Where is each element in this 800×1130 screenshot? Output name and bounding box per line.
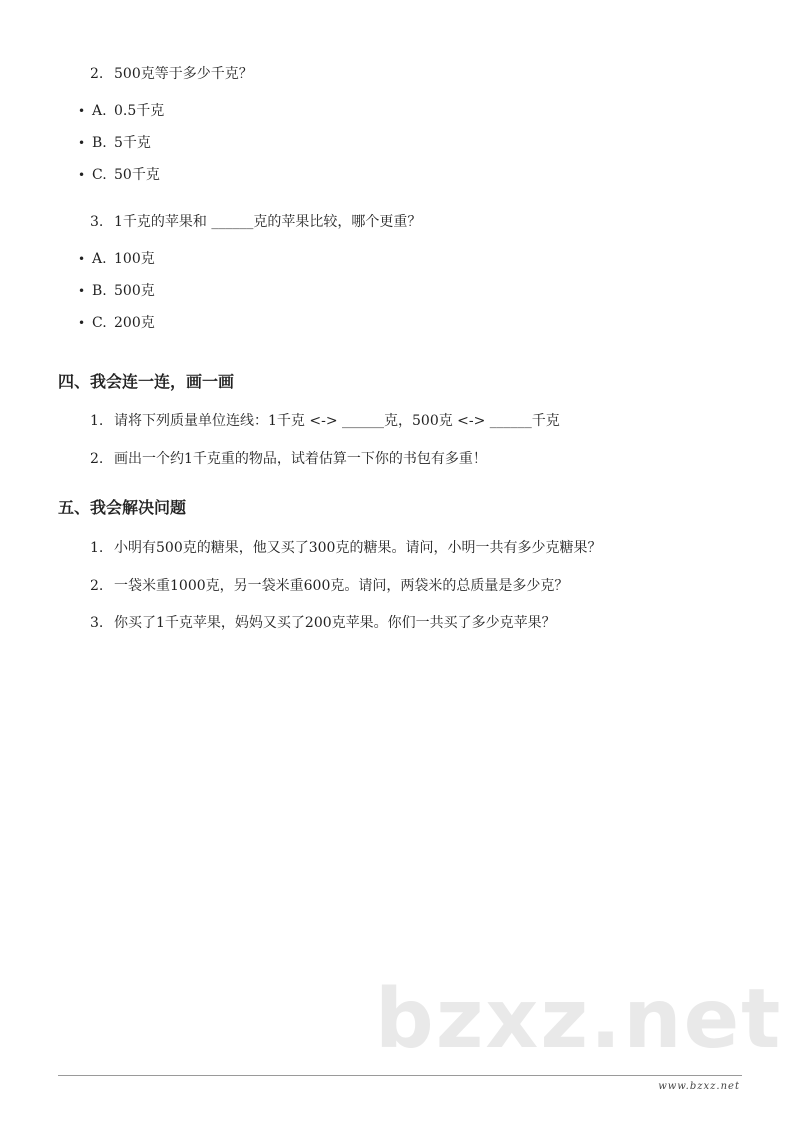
bullet-icon: •: [78, 104, 86, 118]
option-letter: B.: [92, 283, 107, 299]
bullet-icon: •: [78, 136, 86, 150]
question-number: 1.: [90, 540, 104, 556]
footer-divider: [58, 1075, 742, 1076]
bullet-icon: •: [78, 284, 86, 298]
question-number: 2.: [90, 451, 104, 467]
section-4-item-2: [90, 449, 487, 469]
section-5-item-3: [90, 613, 556, 633]
option-b: [78, 133, 151, 153]
option-b: [78, 281, 155, 301]
question-2: [90, 64, 253, 84]
option-text: 500克: [114, 283, 155, 299]
question-text: 请将下列质量单位连线：1千克 <-> ______克，500克 <-> ______千克: [114, 413, 560, 429]
section-4-item-1: [90, 411, 560, 431]
question-text: 一袋米重1000克，另一袋米重600克。请问，两袋米的总质量是多少克？: [114, 578, 569, 594]
question-text: 画出一个约1千克重的物品，试着估算一下你的书包有多重！: [114, 451, 487, 467]
option-letter: A.: [92, 251, 107, 267]
option-text: 50千克: [114, 167, 160, 183]
watermark: bzxz.net: [375, 972, 783, 1067]
question-number: 1.: [90, 413, 104, 429]
bullet-icon: •: [78, 316, 86, 330]
section-5-item-2: [90, 576, 568, 596]
option-letter: C.: [92, 315, 107, 331]
question-text: 500克等于多少千克？: [114, 66, 253, 82]
section-5-heading: 五、我会解决问题: [58, 498, 187, 517]
question-3: [90, 212, 421, 232]
option-c: [78, 313, 155, 333]
option-text: 5千克: [114, 135, 151, 151]
option-c: [78, 165, 160, 185]
question-text: 1千克的苹果和 ______克的苹果比较，哪个更重？: [114, 214, 422, 230]
question-number: 2.: [90, 578, 104, 594]
bullet-icon: •: [78, 252, 86, 266]
option-text: 200克: [114, 315, 155, 331]
question-text: 小明有500克的糖果，他又买了300克的糖果。请问，小明一共有多少克糖果？: [114, 540, 602, 556]
question-number: 2.: [90, 66, 104, 82]
section-5-item-1: [90, 538, 601, 558]
option-letter: A.: [92, 103, 107, 119]
bullet-icon: •: [78, 168, 86, 182]
option-text: 0.5千克: [114, 103, 165, 119]
question-number: 3.: [90, 615, 104, 631]
option-letter: B.: [92, 135, 107, 151]
question-text: 你买了1千克苹果，妈妈又买了200克苹果。你们一共买了多少克苹果？: [114, 615, 556, 631]
option-text: 100克: [114, 251, 155, 267]
question-number: 3.: [90, 214, 104, 230]
option-a: [78, 249, 155, 269]
option-a: [78, 101, 164, 121]
option-letter: C.: [92, 167, 107, 183]
footer-url: www.bzxz.net: [658, 1081, 740, 1092]
section-4-heading: 四、我会连一连，画一画: [58, 372, 235, 391]
